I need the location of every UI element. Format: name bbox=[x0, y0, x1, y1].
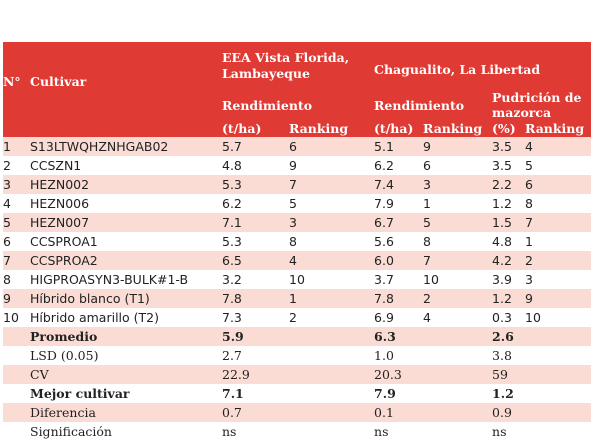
pudricion-pct: 3.5 bbox=[492, 156, 525, 175]
stat-value-vista-florida: 5.9 bbox=[222, 327, 289, 346]
stat-spacer bbox=[3, 327, 30, 346]
rendimiento-chagualito: 7.8 bbox=[374, 289, 423, 308]
row-number: 3 bbox=[3, 175, 30, 194]
ranking-chagualito: 4 bbox=[423, 308, 492, 327]
ranking-pudricion: 4 bbox=[525, 137, 591, 156]
ranking-vista-florida: 1 bbox=[289, 289, 374, 308]
stat-row bbox=[3, 327, 591, 346]
stat-row bbox=[3, 365, 591, 384]
ranking-vista-florida: 7 bbox=[289, 175, 374, 194]
ranking-pudricion: 5 bbox=[525, 156, 591, 175]
cultivar-name: Híbrido amarillo (T2) bbox=[30, 308, 222, 327]
ranking-chagualito: 9 bbox=[423, 137, 492, 156]
row-number: 5 bbox=[3, 213, 30, 232]
header-pudricion: Pudrición de mazorca bbox=[492, 90, 591, 120]
pudricion-pct: 3.5 bbox=[492, 137, 525, 156]
stat-value-pudricion: 2.6 bbox=[492, 327, 525, 346]
table-row bbox=[3, 194, 591, 213]
stat-spacer bbox=[423, 327, 492, 346]
stat-spacer bbox=[525, 346, 591, 365]
stat-value-chagualito: 20.3 bbox=[374, 365, 423, 384]
header-ranking-2: Ranking bbox=[423, 120, 492, 137]
stat-value-vista-florida: 2.7 bbox=[222, 346, 289, 365]
table-row bbox=[3, 270, 591, 289]
ranking-vista-florida: 3 bbox=[289, 213, 374, 232]
stat-label: Mejor cultivar bbox=[30, 384, 222, 403]
stat-spacer bbox=[423, 346, 492, 365]
table-body bbox=[3, 137, 591, 441]
row-number: 9 bbox=[3, 289, 30, 308]
stat-value-pudricion: 1.2 bbox=[492, 384, 525, 403]
stat-spacer bbox=[423, 422, 492, 441]
rendimiento-chagualito: 6.9 bbox=[374, 308, 423, 327]
stat-spacer bbox=[289, 403, 374, 422]
header-spacer-1 bbox=[3, 120, 30, 137]
cultivar-name: HEZN006 bbox=[30, 194, 222, 213]
stat-spacer bbox=[423, 403, 492, 422]
ranking-chagualito: 3 bbox=[423, 175, 492, 194]
rendimiento-chagualito: 3.7 bbox=[374, 270, 423, 289]
rendimiento-vista-florida: 6.2 bbox=[222, 194, 289, 213]
ranking-chagualito: 6 bbox=[423, 156, 492, 175]
header-ranking-1: Ranking bbox=[289, 120, 374, 137]
stat-spacer bbox=[289, 346, 374, 365]
rendimiento-vista-florida: 5.3 bbox=[222, 175, 289, 194]
stat-spacer bbox=[289, 365, 374, 384]
stat-spacer bbox=[289, 327, 374, 346]
stat-value-chagualito: 7.9 bbox=[374, 384, 423, 403]
stat-value-vista-florida: 22.9 bbox=[222, 365, 289, 384]
header-number: N° bbox=[3, 42, 30, 120]
stat-spacer bbox=[289, 384, 374, 403]
pudricion-pct: 1.2 bbox=[492, 289, 525, 308]
stat-label: Significación bbox=[30, 422, 222, 441]
ranking-chagualito: 2 bbox=[423, 289, 492, 308]
stat-spacer bbox=[525, 384, 591, 403]
stat-spacer bbox=[289, 422, 374, 441]
ranking-pudricion: 1 bbox=[525, 232, 591, 251]
table-row bbox=[3, 289, 591, 308]
rendimiento-vista-florida: 7.8 bbox=[222, 289, 289, 308]
rendimiento-chagualito: 6.2 bbox=[374, 156, 423, 175]
rendimiento-chagualito: 7.9 bbox=[374, 194, 423, 213]
rendimiento-chagualito: 6.7 bbox=[374, 213, 423, 232]
table-row bbox=[3, 137, 591, 156]
cultivar-name: CCSZN1 bbox=[30, 156, 222, 175]
rendimiento-chagualito: 7.4 bbox=[374, 175, 423, 194]
rendimiento-vista-florida: 7.3 bbox=[222, 308, 289, 327]
stat-spacer bbox=[3, 365, 30, 384]
stat-label: CV bbox=[30, 365, 222, 384]
cultivar-name: CCSPROA2 bbox=[30, 251, 222, 270]
stat-value-pudricion: 3.8 bbox=[492, 346, 525, 365]
rendimiento-vista-florida: 6.5 bbox=[222, 251, 289, 270]
pudricion-pct: 0.3 bbox=[492, 308, 525, 327]
ranking-chagualito: 1 bbox=[423, 194, 492, 213]
stat-spacer bbox=[423, 384, 492, 403]
row-number: 4 bbox=[3, 194, 30, 213]
table-header bbox=[3, 42, 591, 137]
rendimiento-vista-florida: 7.1 bbox=[222, 213, 289, 232]
row-number: 8 bbox=[3, 270, 30, 289]
stat-value-pudricion: 0.9 bbox=[492, 403, 525, 422]
ranking-vista-florida: 2 bbox=[289, 308, 374, 327]
cultivar-name: HIGPROASYN3-BULK#1-B bbox=[30, 270, 222, 289]
cultivar-name: HEZN007 bbox=[30, 213, 222, 232]
rendimiento-vista-florida: 4.8 bbox=[222, 156, 289, 175]
stat-value-pudricion: ns bbox=[492, 422, 525, 441]
stat-value-vista-florida: 0.7 bbox=[222, 403, 289, 422]
pudricion-pct: 4.2 bbox=[492, 251, 525, 270]
header-unit-tha-1: (t/ha) bbox=[222, 120, 289, 137]
pudricion-pct: 3.9 bbox=[492, 270, 525, 289]
header-unit-tha-2: (t/ha) bbox=[374, 120, 423, 137]
header-ranking-3: Ranking bbox=[525, 120, 591, 137]
row-number: 7 bbox=[3, 251, 30, 270]
stat-label: Promedio bbox=[30, 327, 222, 346]
results-table bbox=[3, 42, 591, 441]
stat-spacer bbox=[525, 422, 591, 441]
rendimiento-chagualito: 5.6 bbox=[374, 232, 423, 251]
ranking-chagualito: 5 bbox=[423, 213, 492, 232]
header-rendimiento-1: Rendimiento bbox=[222, 90, 374, 120]
row-number: 6 bbox=[3, 232, 30, 251]
stat-spacer bbox=[525, 365, 591, 384]
ranking-pudricion: 7 bbox=[525, 213, 591, 232]
ranking-pudricion: 2 bbox=[525, 251, 591, 270]
cultivar-name: Híbrido blanco (T1) bbox=[30, 289, 222, 308]
ranking-vista-florida: 4 bbox=[289, 251, 374, 270]
pudricion-pct: 2.2 bbox=[492, 175, 525, 194]
ranking-pudricion: 10 bbox=[525, 308, 591, 327]
stat-row bbox=[3, 403, 591, 422]
stat-value-chagualito: ns bbox=[374, 422, 423, 441]
stat-value-vista-florida: 7.1 bbox=[222, 384, 289, 403]
stat-row bbox=[3, 384, 591, 403]
stat-value-chagualito: 1.0 bbox=[374, 346, 423, 365]
stat-spacer bbox=[423, 365, 492, 384]
stat-label: Diferencia bbox=[30, 403, 222, 422]
ranking-vista-florida: 9 bbox=[289, 156, 374, 175]
header-site-vista-florida: EEA Vista Florida, Lambayeque bbox=[222, 42, 374, 90]
stat-spacer bbox=[3, 422, 30, 441]
table-row bbox=[3, 213, 591, 232]
pudricion-pct: 4.8 bbox=[492, 232, 525, 251]
cultivar-name: HEZN002 bbox=[30, 175, 222, 194]
pudricion-pct: 1.5 bbox=[492, 213, 525, 232]
ranking-pudricion: 3 bbox=[525, 270, 591, 289]
rendimiento-chagualito: 5.1 bbox=[374, 137, 423, 156]
stat-row bbox=[3, 422, 591, 441]
stat-spacer bbox=[525, 327, 591, 346]
header-rendimiento-2: Rendimiento bbox=[374, 90, 492, 120]
ranking-vista-florida: 10 bbox=[289, 270, 374, 289]
stat-row bbox=[3, 346, 591, 365]
ranking-pudricion: 6 bbox=[525, 175, 591, 194]
stat-label: LSD (0.05) bbox=[30, 346, 222, 365]
ranking-chagualito: 10 bbox=[423, 270, 492, 289]
cultivar-name: S13LTWQHZNHGAB02 bbox=[30, 137, 222, 156]
stat-spacer bbox=[3, 403, 30, 422]
ranking-pudricion: 8 bbox=[525, 194, 591, 213]
cultivar-name: CCSPROA1 bbox=[30, 232, 222, 251]
rendimiento-vista-florida: 5.7 bbox=[222, 137, 289, 156]
pudricion-pct: 1.2 bbox=[492, 194, 525, 213]
rendimiento-chagualito: 6.0 bbox=[374, 251, 423, 270]
ranking-chagualito: 7 bbox=[423, 251, 492, 270]
row-number: 10 bbox=[3, 308, 30, 327]
ranking-vista-florida: 8 bbox=[289, 232, 374, 251]
header-spacer-2 bbox=[30, 120, 222, 137]
table-row bbox=[3, 251, 591, 270]
ranking-vista-florida: 6 bbox=[289, 137, 374, 156]
table-row bbox=[3, 175, 591, 194]
stat-spacer bbox=[3, 346, 30, 365]
header-cultivar: Cultivar bbox=[30, 42, 222, 120]
stat-value-chagualito: 6.3 bbox=[374, 327, 423, 346]
table-row bbox=[3, 308, 591, 327]
ranking-pudricion: 9 bbox=[525, 289, 591, 308]
header-site-chagualito: Chagualito, La Libertad bbox=[374, 42, 591, 90]
row-number: 2 bbox=[3, 156, 30, 175]
rendimiento-vista-florida: 3.2 bbox=[222, 270, 289, 289]
row-number: 1 bbox=[3, 137, 30, 156]
header-unit-pct: (%) bbox=[492, 120, 525, 137]
table-row bbox=[3, 156, 591, 175]
table-row bbox=[3, 232, 591, 251]
stat-value-pudricion: 59 bbox=[492, 365, 525, 384]
ranking-chagualito: 8 bbox=[423, 232, 492, 251]
rendimiento-vista-florida: 5.3 bbox=[222, 232, 289, 251]
stat-spacer bbox=[525, 403, 591, 422]
stat-spacer bbox=[3, 384, 30, 403]
ranking-vista-florida: 5 bbox=[289, 194, 374, 213]
stat-value-vista-florida: ns bbox=[222, 422, 289, 441]
stat-value-chagualito: 0.1 bbox=[374, 403, 423, 422]
